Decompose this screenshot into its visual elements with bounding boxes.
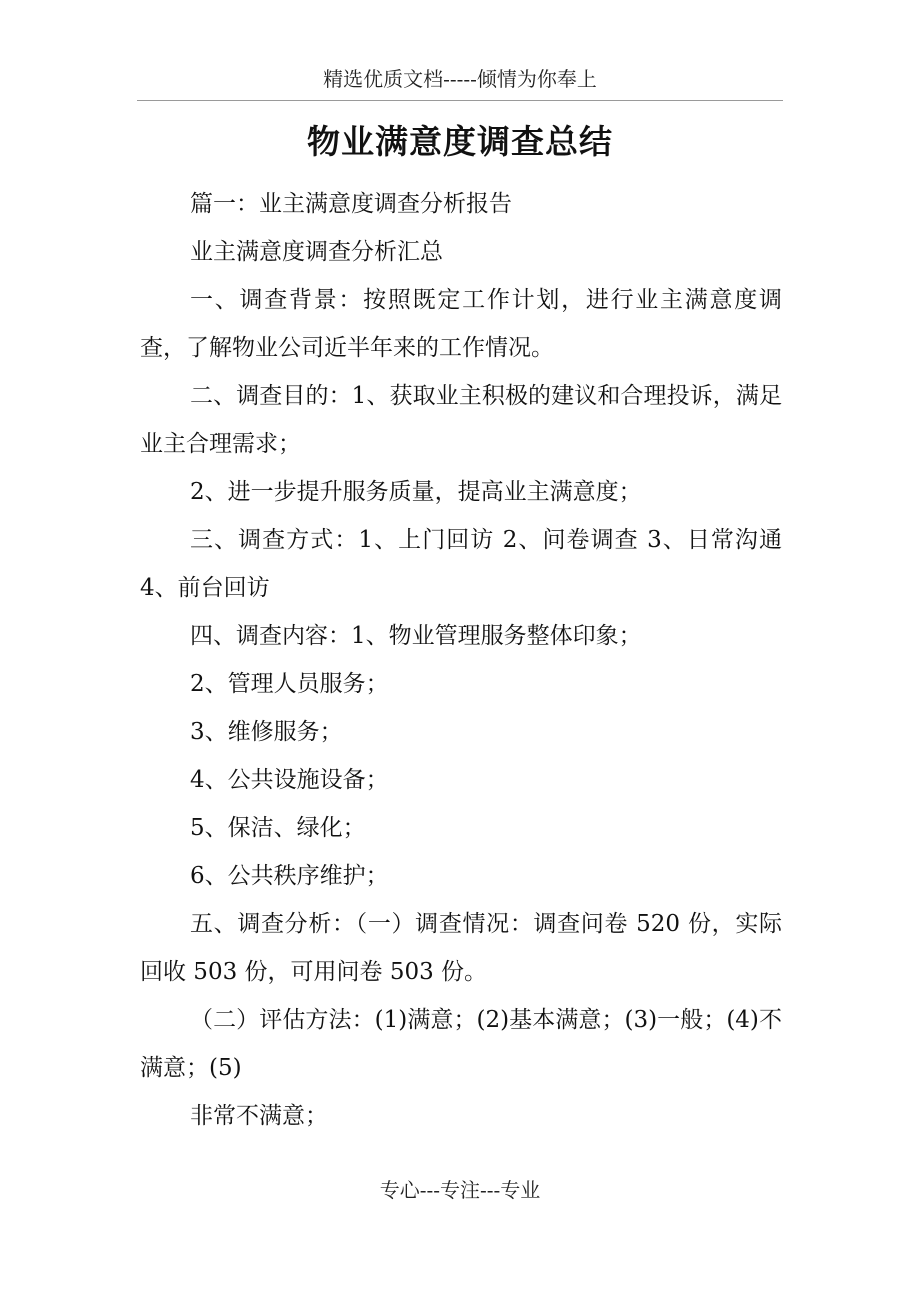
page-header: 精选优质文档-----倾情为你奉上 <box>323 67 597 91</box>
paragraph: 4、公共设施设备； <box>190 767 389 793</box>
paragraph: （二）评估方法：(1)满意；(2)基本满意；(3)一般；(4)不满意；(5) <box>140 1007 782 1081</box>
header-divider <box>137 100 783 101</box>
paragraph: 篇一：业主满意度调查分析报告 <box>190 191 512 217</box>
paragraph: 四、调查内容：1、物业管理服务整体印象； <box>190 623 642 649</box>
document-body <box>140 180 782 1140</box>
paragraph: 非常不满意； <box>190 1103 328 1129</box>
paragraph: 一、调查背景：按照既定工作计划，进行业主满意度调查，了解物业公司近半年来的工作情况。 <box>140 287 782 361</box>
document-title: 物业满意度调查总结 <box>307 122 613 161</box>
paragraph: 2、进一步提升服务质量，提高业主满意度； <box>190 479 642 505</box>
paragraph: 5、保洁、绿化； <box>190 815 366 841</box>
paragraph: 二、调查目的：1、获取业主积极的建议和合理投诉，满足业主合理需求； <box>140 383 782 457</box>
paragraph: 6、公共秩序维护； <box>190 863 389 889</box>
paragraph: 2、管理人员服务； <box>190 671 389 697</box>
paragraph: 业主满意度调查分析汇总 <box>190 239 443 265</box>
paragraph: 三、调查方式：1、上门回访 2、问卷调查 3、日常沟通 4、前台回访 <box>140 527 782 601</box>
page-footer: 专心---专注---专业 <box>379 1178 541 1202</box>
paragraph: 3、维修服务； <box>190 719 343 745</box>
paragraph: 五、调查分析：（一）调查情况：调查问卷 520 份，实际回收 503 份，可用问卷 503 份。 <box>140 911 782 985</box>
